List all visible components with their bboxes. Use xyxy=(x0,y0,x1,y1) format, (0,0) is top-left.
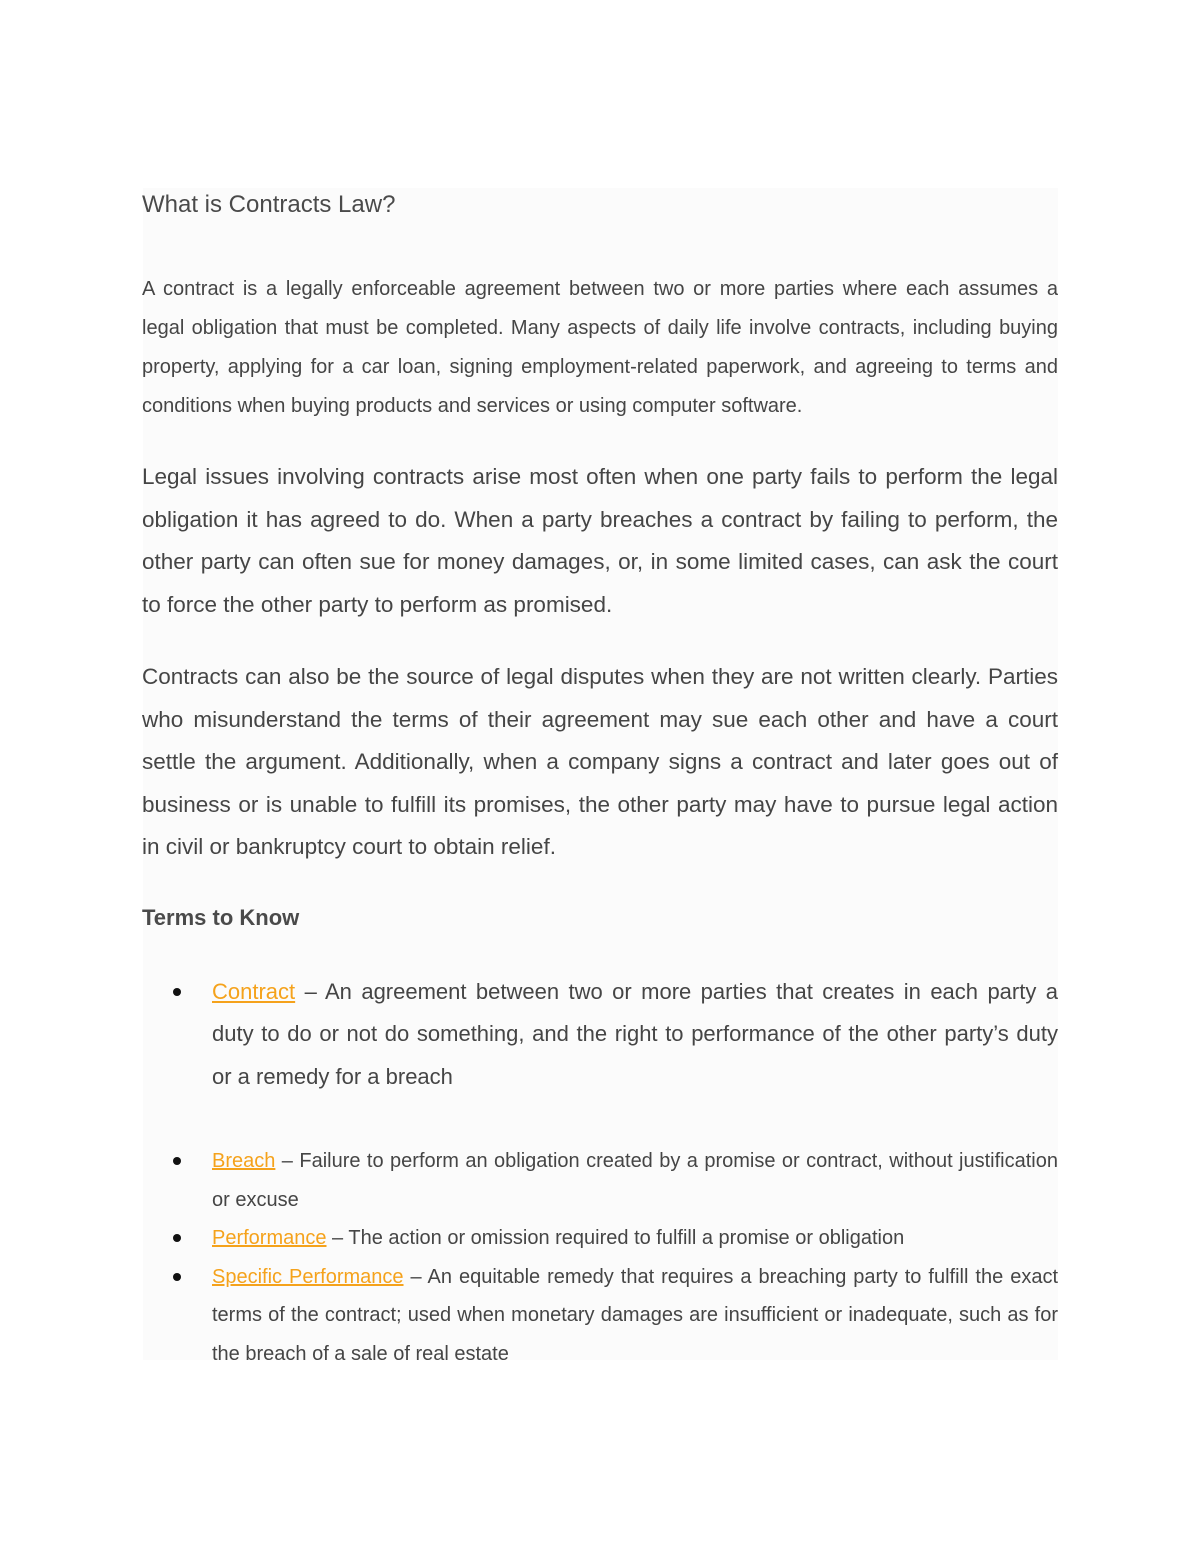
bullet-icon xyxy=(173,1273,181,1281)
paragraph-intro: A contract is a legally enforceable agreement between two or more parties where each assumes a legal obligation that must be completed. Many aspects of daily life involve contracts, including buying property, applying for a car loan, signing employment-related paperwork, and agreeing to terms and conditions when buying products and services or using computer software. xyxy=(142,278,1058,417)
term-link-breach[interactable]: Breach xyxy=(212,1150,276,1172)
term-definition: – An equitable remedy that requires a breaching party to fulfill the exact terms of the contract; used when monetary damages are insufficient or inadequate, such as for the breach of a sale of real estate xyxy=(212,1265,1059,1365)
term-definition: – Failure to perform an obligation created by a promise or contract, without justification or excuse xyxy=(212,1150,1058,1211)
page-title: What is Contracts Law? xyxy=(142,191,396,218)
term-definition: – An agreement between two or more parties that creates in each party a duty to do or not do something, and the right to performance of the other party’s duty or a remedy for a breach xyxy=(212,978,1058,1089)
bullet-icon xyxy=(173,1234,181,1242)
list-item-breach xyxy=(142,1142,1058,1219)
bullet-icon xyxy=(173,988,181,996)
list-item-specific-performance xyxy=(142,1258,1058,1374)
list-item-contract xyxy=(142,971,1058,1099)
paragraph-disputes: Contracts can also be the source of legal disputes when they are not written clearly. Parties who misunderstand the terms of their agreement may sue each other and have a court settle the argument. Additionally, when a company signs a contract and later goes out of business or is unable to fulfill its promises, the other party may have to pursue legal action in civil or bankruptcy court to obtain relief. xyxy=(142,664,1058,859)
terms-heading: Terms to Know xyxy=(142,904,300,930)
term-link-contract[interactable]: Contract xyxy=(212,978,296,1004)
article-content xyxy=(142,188,1058,1373)
bullet-icon xyxy=(173,1157,181,1165)
term-definition: – The action or omission required to fulfill a promise or obligation xyxy=(326,1227,905,1249)
terms-list xyxy=(142,971,1058,1374)
paragraph-legal-issues: Legal issues involving contracts arise most often when one party fails to perform the legal obligation it has agreed to do. When a party breaches a contract by failing to perform, the other party can often sue for money damages, or, in some limited cases, can ask the court to force the other party to perform as promised. xyxy=(142,464,1058,617)
list-item-performance xyxy=(142,1219,1058,1258)
term-link-performance[interactable]: Performance xyxy=(212,1227,327,1249)
term-link-specific-performance[interactable]: Specific Performance xyxy=(212,1265,404,1288)
